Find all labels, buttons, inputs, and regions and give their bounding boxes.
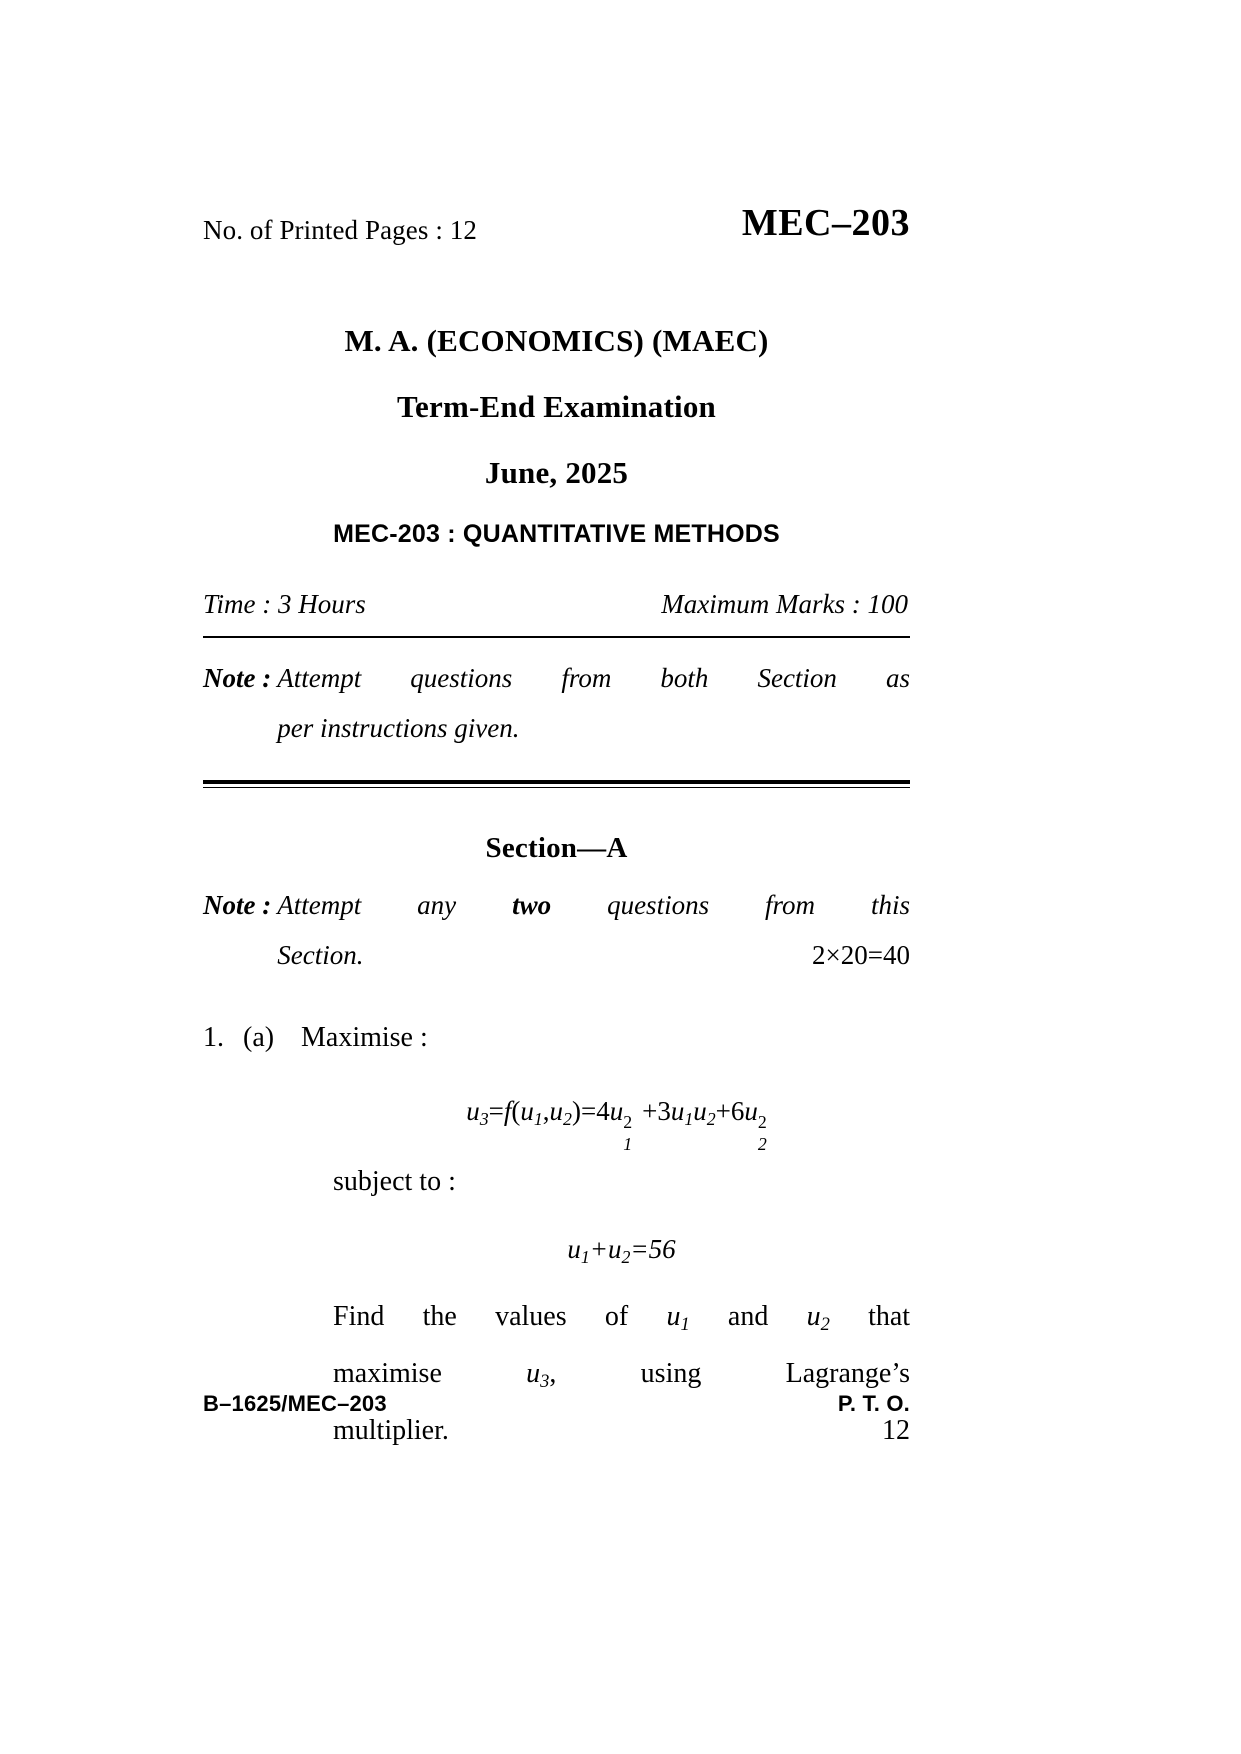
general-note-line-1: Attempt questions from both Section as	[277, 663, 910, 693]
title-block	[203, 325, 910, 488]
formula-comma: ,	[542, 1095, 550, 1126]
constraint-eq: =	[630, 1234, 649, 1265]
programme-title: M. A. (ECONOMICS) (MAEC)	[344, 323, 769, 358]
general-note-label: Note :	[203, 663, 272, 693]
note-word-section: Section.	[277, 939, 364, 970]
formula-term2-var2: u	[693, 1095, 707, 1126]
formula-plus-1: +	[642, 1095, 658, 1126]
divider-double-thin	[203, 787, 910, 788]
formula-term2-var2-sub: 2	[706, 1108, 716, 1129]
page-header	[203, 202, 910, 267]
q1a-word-lagranges: Lagrange’s	[785, 1357, 911, 1389]
formula-term3-sub: 2	[757, 1133, 767, 1154]
note-word-two: two	[512, 889, 552, 920]
printed-pages-label: No. of Printed Pages : 12	[203, 215, 477, 245]
formula-arg1-sub: 1	[533, 1108, 543, 1129]
formula-term2-var1-sub: 1	[684, 1108, 694, 1129]
formula-term1-sub: 1	[623, 1133, 633, 1154]
question-1a-text-line-1	[333, 1290, 910, 1343]
formula-term1-var: u	[609, 1095, 624, 1126]
constraint-formula	[333, 1224, 910, 1275]
formula-term3-coef: 6	[730, 1095, 745, 1126]
q1a-word-using: using	[640, 1357, 702, 1389]
q1a-word-values: values	[495, 1300, 567, 1332]
formula-eq-2: =	[580, 1095, 597, 1126]
q1a-word-multiplier: multiplier.	[333, 1415, 449, 1447]
formula-term1-sup: 2	[623, 1112, 633, 1133]
formula-lhs-var: u	[466, 1095, 480, 1126]
constraint-var1-sub: 1	[580, 1247, 590, 1268]
maximum-marks-label: Maximum Marks : 100	[661, 589, 908, 619]
subject-to-label: subject to :	[333, 1166, 456, 1198]
general-note	[203, 654, 910, 754]
divider-double	[203, 780, 910, 788]
note-word-any: any	[417, 889, 457, 920]
note-word-attempt: Attempt	[277, 889, 362, 920]
q1a-var-u2: u	[806, 1300, 821, 1332]
question-1-head	[203, 1011, 910, 1064]
q1a-word-maximise: maximise	[333, 1357, 442, 1389]
formula-term2-coef: 3	[657, 1095, 671, 1126]
subject-title: MEC-203 : QUANTITATIVE METHODS	[333, 520, 780, 548]
section-a-note	[203, 881, 910, 981]
section-a-heading: Section—A	[485, 831, 628, 864]
q1a-var-u3-sub: 3	[540, 1371, 550, 1392]
footer-paper-ref: B–1625/MEC–203	[203, 1391, 387, 1416]
formula-arg2: u	[549, 1095, 564, 1126]
q1a-var-u3: u	[526, 1357, 541, 1389]
exam-info-row	[203, 589, 910, 620]
q1a-var-u2-sub: 2	[820, 1313, 830, 1334]
question-1a-label: (a)	[243, 1021, 275, 1053]
q1a-word-of: of	[604, 1300, 629, 1332]
note-word-questions: questions	[607, 889, 710, 920]
q1a-var-u3-comma: ,	[549, 1357, 557, 1389]
q1a-word-find: Find	[333, 1300, 385, 1332]
formula-term2-var1: u	[670, 1095, 685, 1126]
formula-arg2-sub: 2	[563, 1108, 572, 1129]
paper-code: MEC–203	[741, 202, 910, 244]
q1a-word-the: the	[422, 1300, 457, 1332]
formula-paren-open: (	[511, 1095, 521, 1126]
session-title: June, 2025	[484, 455, 629, 490]
constraint-var1: u	[567, 1234, 581, 1265]
constraint-plus: +	[589, 1234, 608, 1265]
formula-term1-coef: 4	[596, 1095, 610, 1126]
formula-paren-close: )	[571, 1095, 581, 1126]
constraint-var2-sub: 2	[621, 1247, 631, 1268]
divider-single	[203, 636, 910, 638]
formula-fn: f	[503, 1095, 512, 1126]
formula-term3-var: u	[744, 1095, 758, 1126]
time-label: Time : 3 Hours	[203, 589, 366, 619]
objective-function-formula	[333, 1086, 910, 1154]
general-note-line-2: per instructions given.	[277, 712, 520, 743]
section-a-note-body	[277, 881, 910, 981]
footer-pto: P. T. O.	[837, 1391, 910, 1416]
note-word-this: this	[871, 889, 911, 920]
constraint-rhs: 56	[648, 1234, 676, 1265]
formula-arg1: u	[520, 1095, 534, 1126]
q1a-inline-var-u3	[526, 1357, 557, 1392]
formula-plus-2: +	[715, 1095, 731, 1126]
formula-eq-1: =	[488, 1095, 504, 1126]
q1a-inline-var-u1	[666, 1301, 689, 1332]
note-word-from: from	[765, 889, 816, 920]
page-content	[203, 202, 911, 1457]
general-note-body	[277, 654, 910, 754]
q1a-inline-var-u2	[807, 1301, 830, 1332]
question-1-number: 1.	[203, 1021, 224, 1053]
exam-type-title: Term-End Examination	[397, 389, 716, 424]
constraint-var2: u	[608, 1234, 622, 1265]
section-a-note-line-2	[277, 931, 910, 981]
section-a-note-label: Note :	[203, 889, 272, 920]
page-footer	[203, 1391, 910, 1417]
question-1a-marks: 12	[882, 1415, 910, 1447]
q1a-word-and: and	[727, 1300, 769, 1332]
section-a-marks: 2×20=40	[812, 939, 910, 970]
formula-lhs-sub: 3	[479, 1108, 489, 1129]
formula-term3-sup: 2	[757, 1112, 767, 1133]
q1a-var-u1: u	[666, 1300, 681, 1332]
divider-double-thick	[203, 780, 910, 784]
q1a-var-u1-sub: 1	[680, 1313, 690, 1334]
section-a-note-line-1	[277, 881, 910, 931]
q1a-word-that: that	[868, 1300, 911, 1332]
question-1a-prompt: Maximise :	[301, 1021, 428, 1053]
